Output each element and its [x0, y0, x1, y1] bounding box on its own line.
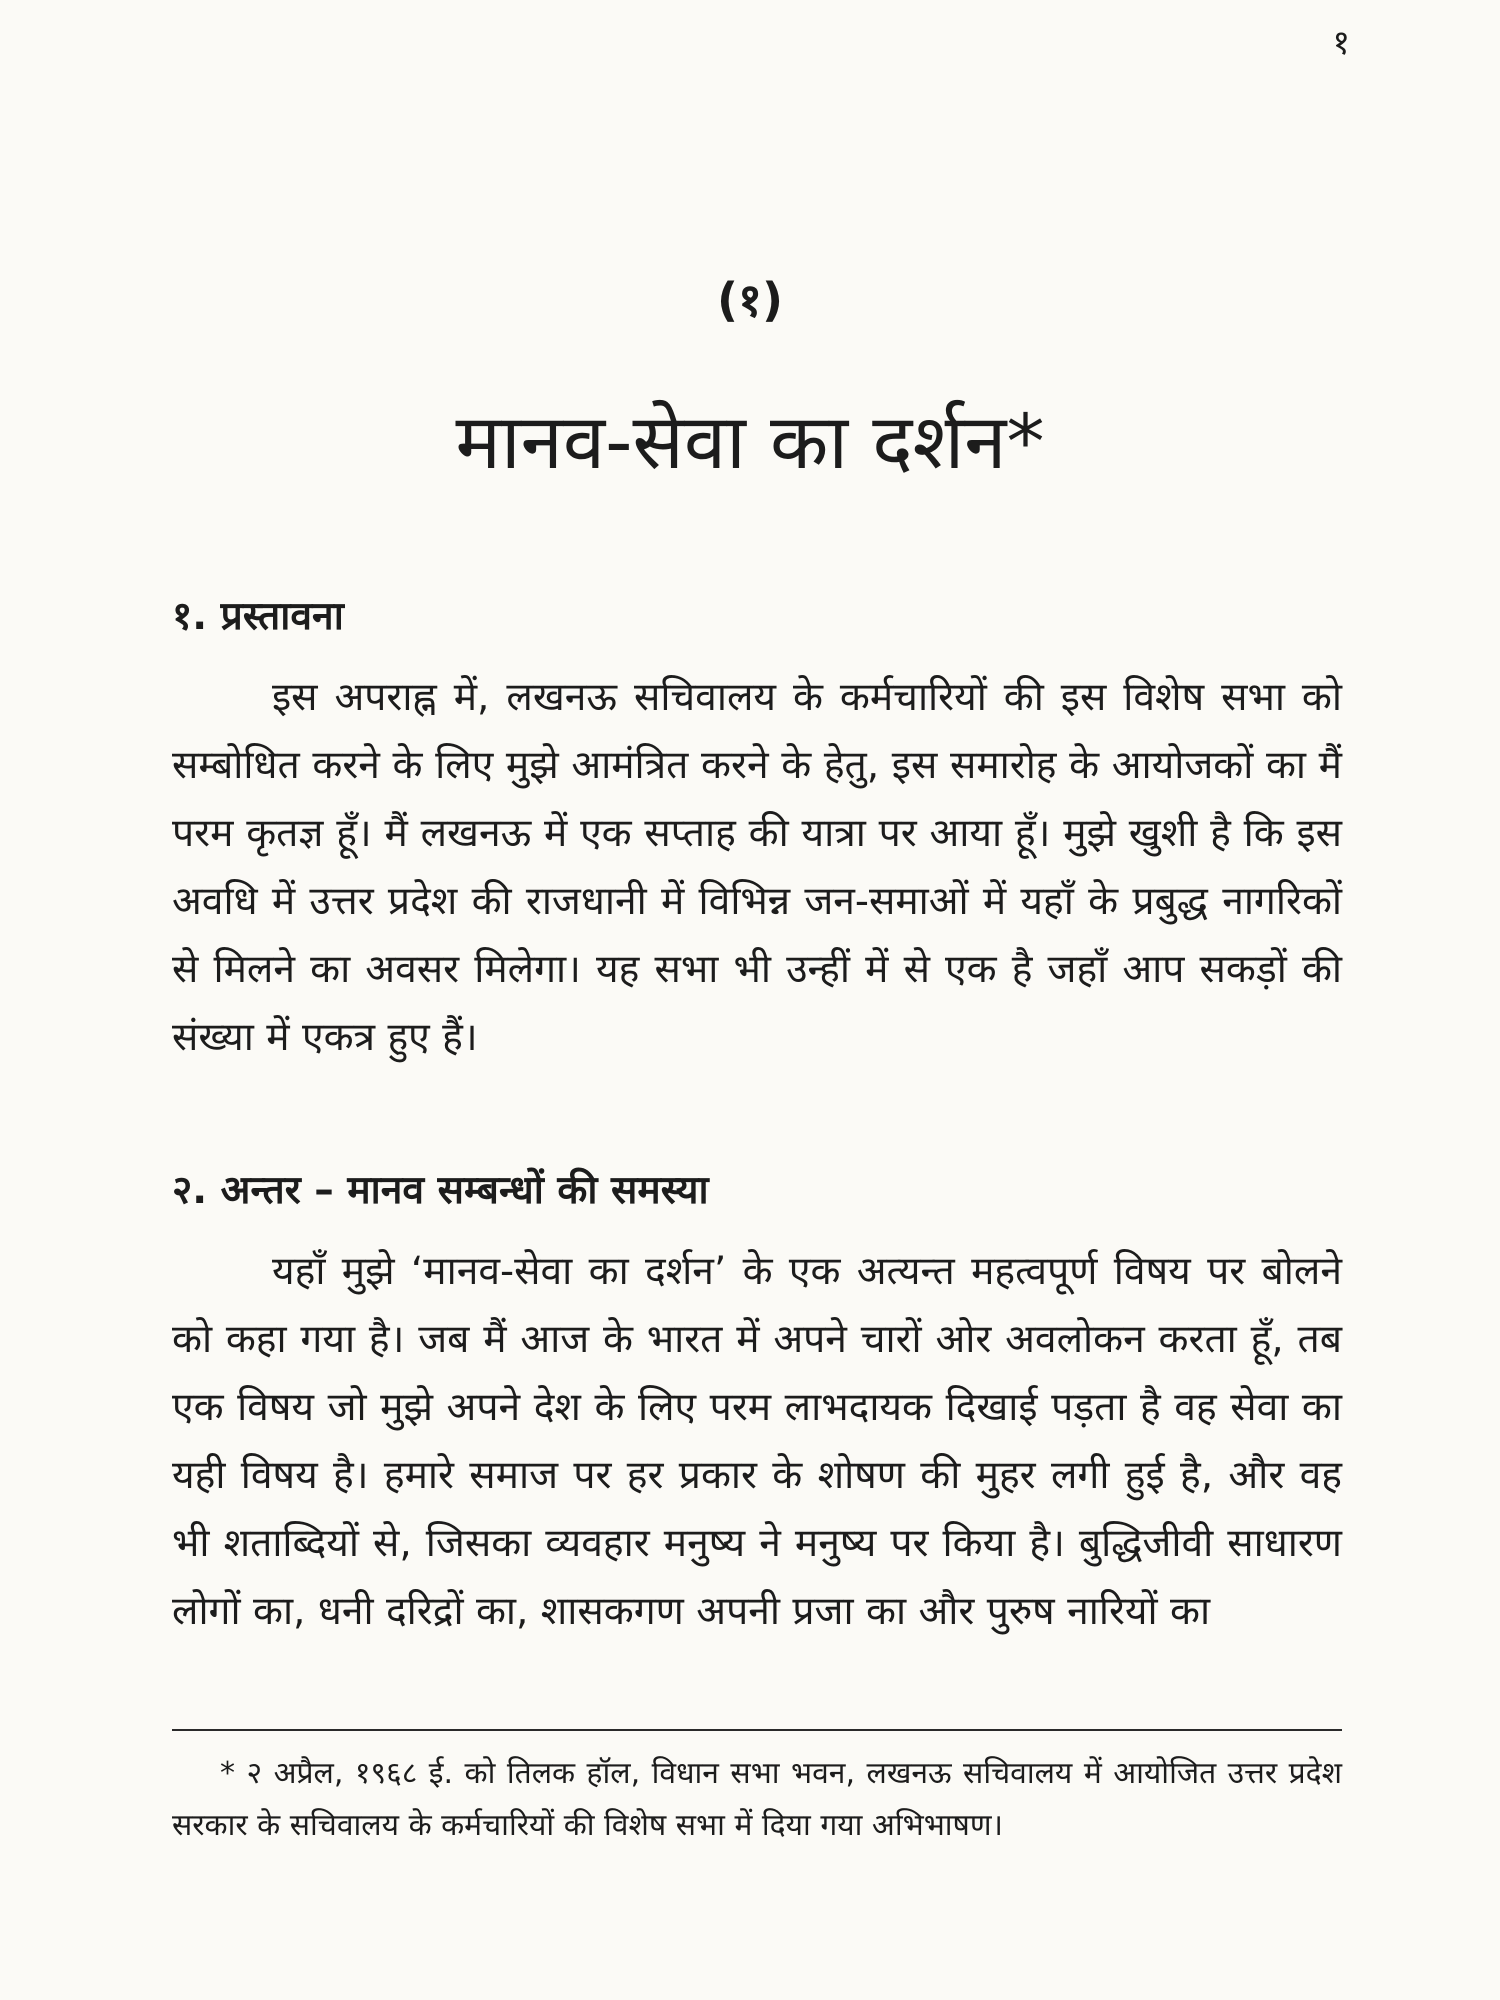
- section-paragraph-introduction: इस अपराह्न में, लखनऊ सचिवालय के कर्मचारियों की इस विशेष सभा को सम्बोधित करने के लिए मुझे आमंत्रित करने के हेतु, इस समारोह के आयोजकों का मैं परम कृतज्ञ हूँ। मैं लखनऊ में एक सप्ताह की यात्रा पर आया हूँ। मुझे खुशी है कि इस अवधि में उत्तर प्रदेश की राजधानी में विभिन्न जन-समाओं में यहाँ के प्रबुद्ध नागरिकों से मिलने का अवसर मिलेगा। यह सभा भी उन्हीं में से एक है जहाँ आप सकड़ों की संख्या में एकत्र हुए हैं।: [172, 675, 1342, 1060]
- section-heading-human-relations: २. अन्तर – मानव सम्बन्धों की समस्या: [172, 1168, 709, 1213]
- footnote: * २ अप्रैल, १९६८ ई. को तिलक हॉल, विधान सभा भवन, लखनऊ सचिवालय में आयोजित उत्तर प्रदेश सरकार के सचिवालय के कर्मचारियों की विशेष सभा में दिया गया अभिभाषण।: [172, 1756, 1342, 1843]
- chapter-title: मानव-सेवा का दर्शन*: [455, 397, 1045, 486]
- section-paragraph-human-relations: यहाँ मुझे ‘मानव-सेवा का दर्शन’ के एक अत्यन्त महत्वपूर्ण विषय पर बोलने को कहा गया है। जब मैं आज के भारत में अपने चारों ओर अवलोकन करता हूँ, तब एक विषय जो मुझे अपने देश के लिए परम लाभदायक दिखाई पड़ता है वह सेवा का यही विषय है। हमारे समाज पर हर प्रकार के शोषण की मुहर लगी हुई है, और वह भी शताब्दियों से, जिसका व्यवहार मनुष्य ने मनुष्य पर किया है। बुद्धिजीवी साधारण लोगों का, धनी दरिद्रों का, शासकगण अपनी प्रजा का और पुरुष नारियों का: [172, 1249, 1342, 1634]
- chapter-number: (१): [717, 273, 783, 327]
- page-number: १: [1332, 23, 1350, 63]
- footnote-divider: [172, 1729, 1342, 1731]
- section-heading-introduction: १. प्रस्तावना: [172, 594, 344, 639]
